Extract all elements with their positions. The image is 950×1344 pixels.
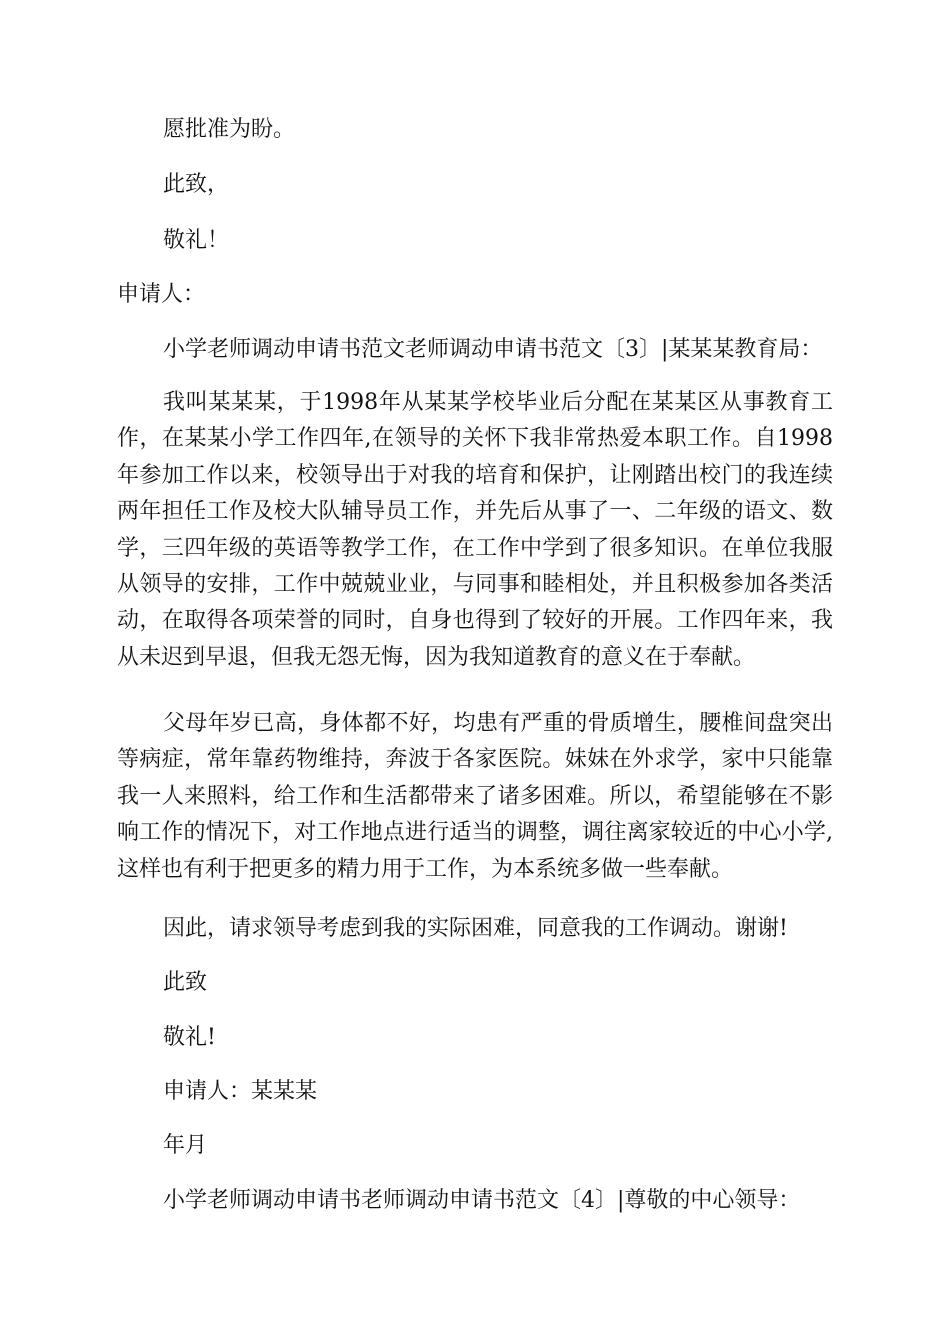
section-heading-3: 小学老师调动申请书范文老师调动申请书范文〔3〕|某某某教育局： <box>163 337 823 362</box>
applicant-line: 申请人： <box>117 282 206 307</box>
section-heading-4: 小学老师调动申请书老师调动申请书范文〔4〕|尊敬的中心领导： <box>163 1188 801 1213</box>
body-paragraph-2: 父母年岁已高，身体都不好，均患有严重的骨质增生，腰椎间盘突出等病症，常年靠药物维持，奔波于各家医院。妹妹在外求学，家中只能靠我一人来照料，给工作和生活都带来了诸多困难。所以，希望能够在不影响工作的情况下，对工作地点进行适当的调整，调往离家较近的中心小学,这样也有利于把更多的精力用于工作，为本系统多做一些奉献。 <box>117 711 833 882</box>
salutation-line: 此致， <box>163 172 230 197</box>
closing-request-line: 愿批准为盼。 <box>163 117 296 142</box>
applicant-signature-line: 申请人：某某某 <box>163 1079 318 1104</box>
salutation-line-2: 此致 <box>163 970 208 995</box>
regards-line: 敬礼！ <box>163 228 230 253</box>
request-line: 因此，请求领导考虑到我的实际困难，同意我的工作调动。谢谢! <box>163 916 788 941</box>
regards-line-2: 敬礼! <box>163 1025 216 1050</box>
body-paragraph-1: 我叫某某某，于1998年从某某学校毕业后分配在某某区从事教育工作，在某某小学工作四年,在领导的关怀下我非常热爱本职工作。自1998年参加工作以来，校领导出于对我的培育和保护，让刚踏出校门的我连续两年担任工作及校大队辅导员工作，并先后从事了一、二年级的语文、数学，三四年级的英语等教学工作，在工作中学到了很多知识。在单位我服从领导的安排，工作中兢兢业业，与同事和睦相处，并且积极参加各类活动，在取得各项荣誉的同时，自身也得到了较好的开展。工作四年来，我从未迟到早退，但我无怨无悔，因为我知道教育的意义在于奉献。 <box>117 390 833 670</box>
date-line: 年月 <box>163 1133 208 1158</box>
